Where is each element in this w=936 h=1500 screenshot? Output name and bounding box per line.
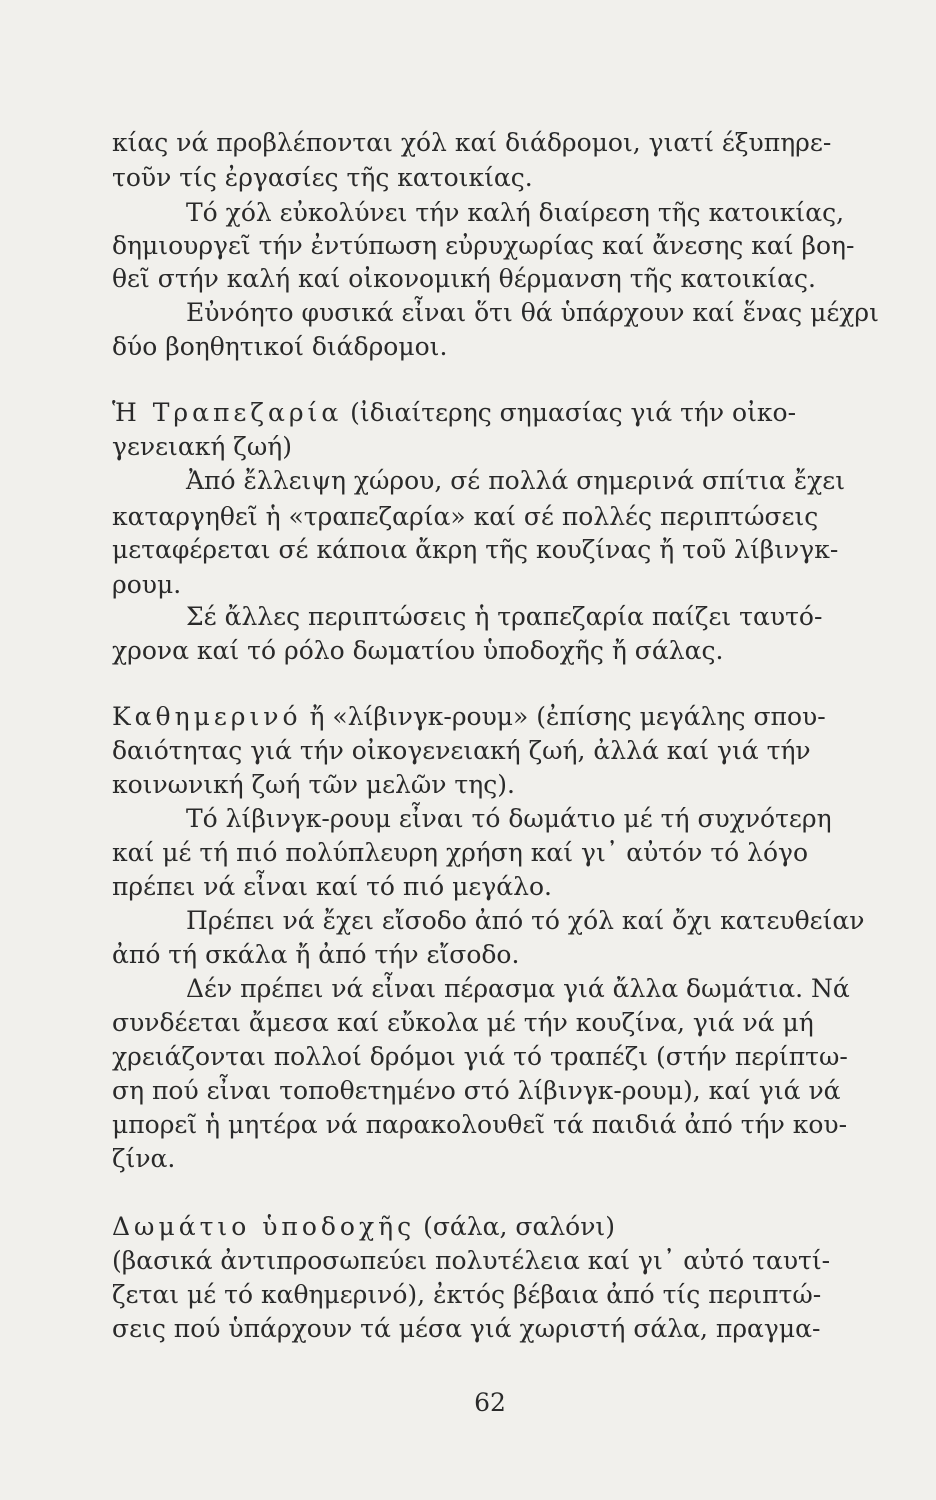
text-line: τοῦν τίς ἐργασίες τῆς κατοικίας. [112, 163, 533, 192]
text-line: Πρέπει νά ἔχει εἴσοδο ἀπό τό χόλ καί ὄχι κατευθείαν [186, 906, 865, 935]
section-heading-living-room [112, 702, 826, 732]
text-line: Τό λίβινγκ-ρουμ εἶναι τό δωμάτιο μέ τή συχνότερη [186, 804, 832, 833]
text-line: χρονα καί τό ρόλο δωματίου ὑποδοχῆς ἤ σάλας. [112, 636, 724, 665]
document-page [112, 118, 879, 1438]
text-line: κίας νά προβλέπονται χόλ καί διάδρομοι, γιατί έξυπηρε- [112, 128, 832, 157]
text-line: ἀπό τή σκάλα ἤ ἀπό τήν εἴσοδο. [112, 940, 520, 969]
text-line: δύο βοηθητικοί διάδρομοι. [112, 332, 448, 361]
text-line: δημιουργεῖ τήν ἐντύπωση εὐρυχωρίας καί ἄνεσης καί βοη- [112, 231, 855, 260]
text-line: Εὐνόητο φυσικά εἶναι ὅτι θά ὑπάρχουν καί ἕνας μέχρι [186, 298, 879, 327]
text-line: (βασικά ἀντιπροσωπεύει πολυτέλεια καί γι᾽ αὐτό ταυτί- [112, 1246, 831, 1275]
heading-rest: ἤ «λίβινγκ-ρουμ» (ἐπίσης μεγάλης σπου- [301, 702, 826, 731]
section-heading-reception-room [112, 1212, 615, 1242]
heading-spaced-word: Καθημερινό [112, 702, 302, 731]
text-line: καί μέ τή πιό πολύπλευρη χρήση καί γι᾽ αὐτόν τό λόγο [112, 838, 809, 867]
heading-spaced-word: Ἡ Τραπεζαρία [112, 398, 343, 427]
heading-rest: (σάλα, σαλόνι) [415, 1212, 615, 1241]
text-line: κοινωνική ζωή τῶν μελῶν της). [112, 770, 515, 799]
text-line: Τό χόλ εὐκολύνει τήν καλή διαίρεση τῆς κατοικίας, [186, 198, 845, 227]
text-line: πρέπει νά εἶναι καί τό πιό μεγάλο. [112, 872, 553, 901]
text-line: καταργηθεῖ ἡ «τραπεζαρία» καί σέ πολλές περιπτώσεις [112, 502, 819, 531]
text-line: σεις πού ὑπάρχουν τά μέσα γιά χωριστή σάλα, πραγμα- [112, 1314, 821, 1343]
text-line: ρουμ. [112, 570, 182, 599]
heading-rest: (ἰδιαίτερης σημασίας γιά τήν οἰκο- [342, 398, 797, 427]
text-line: θεῖ στήν καλή καί οἰκονομική θέρμανση τῆς κατοικίας. [112, 264, 816, 293]
text-line: Ἀπό ἔλλειψη χώρου, σέ πολλά σημερινά σπίτια ἔχει [186, 466, 846, 495]
section-heading-dining-room [112, 398, 796, 428]
text-line: δαιότητας γιά τήν οἰκογενειακή ζωή, ἀλλά καί γιά τήν [112, 736, 811, 765]
heading-spaced-word: Δωμάτιο ὑποδοχῆς [112, 1212, 416, 1241]
text-line: χρειάζονται πολλοί δρόμοι γιά τό τραπέζι (στήν περίπτω- [112, 1042, 848, 1071]
text-line: μεταφέρεται σέ κάποια ἄκρη τῆς κουζίνας ἤ τοῦ λίβινγκ- [112, 535, 839, 564]
text-line: Σέ ἄλλες περιπτώσεις ἡ τραπεζαρία παίζει ταυτό- [186, 602, 823, 631]
text-line: Δέν πρέπει νά εἶναι πέρασμα γιά ἄλλα δωμάτια. Νά [186, 974, 850, 1003]
text-line: ζεται μέ τό καθημερινό), ἐκτός βέβαια ἀπό τίς περιπτώ- [112, 1280, 822, 1309]
page-number: 62 [474, 1388, 506, 1417]
text-line: συνδέεται ἄμεσα καί εὔκολα μέ τήν κουζίνα, γιά νά μή [112, 1008, 814, 1037]
text-line: γενειακή ζωή) [112, 432, 292, 461]
text-line: ση πού εἶναι τοποθετημένο στό λίβινγκ-ρουμ), καί γιά νά [112, 1076, 841, 1105]
text-line: μπορεῖ ἡ μητέρα νά παρακολουθεῖ τά παιδιά ἀπό τήν κου- [112, 1110, 848, 1139]
text-line: ζίνα. [112, 1144, 176, 1173]
